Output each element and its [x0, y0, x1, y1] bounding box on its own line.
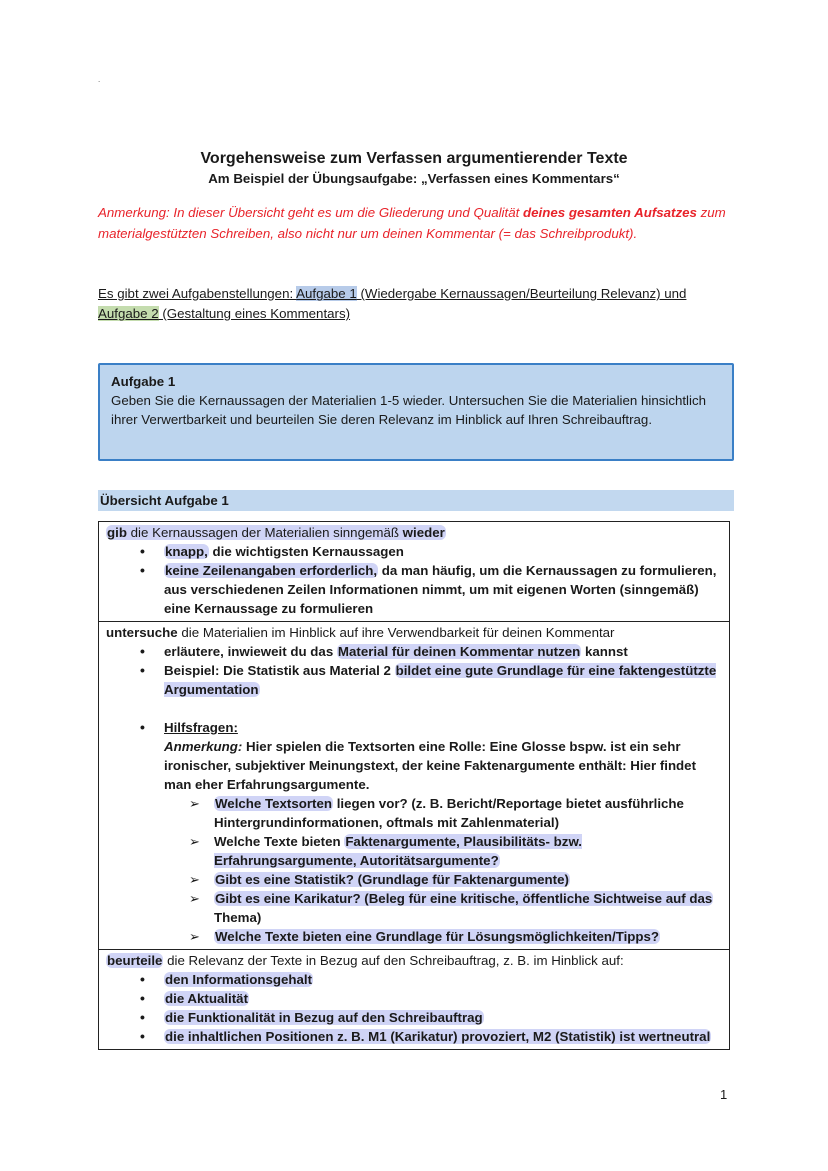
row3-item-4: die inhaltlichen Positionen z. B. M1 (Karikatur) provoziert, M2 (Statistik) ist wertneutral [165, 1029, 711, 1044]
row1-b2-rest: da man häufig, um die Kernaussagen zu formulieren, aus verschiedenen Zeilen Informationen nimmt, um mit eigenen Worten (sinngemäß) eine Kernaussage zu formulieren [164, 563, 717, 616]
row2-b1-post: kannst [581, 644, 628, 659]
document-title: Vorgehensweise zum Verfassen argumentierender Texte [200, 150, 628, 167]
row1-heading [106, 523, 721, 542]
row1-list [106, 542, 721, 618]
row2-list [106, 642, 721, 946]
row3-item-3: die Funktionalität in Bezug auf den Schreibauftrag [165, 1010, 483, 1025]
row2-b2-mark: bildet eine gute Grundlage für eine faktengestützte Argumentation [164, 663, 717, 697]
row2-hilfsfragen: • Hilfsfragen: [164, 720, 238, 735]
row1-b1-mark: knapp, [165, 544, 208, 559]
row2-heading-rest: die Materialien im Hinblick auf ihre Verwendbarkeit für deinen Kommentar [177, 625, 615, 640]
list-item [164, 561, 721, 618]
note-paragraph [98, 202, 738, 244]
list-item [164, 718, 721, 946]
list-item [164, 661, 721, 718]
task-box [98, 363, 734, 461]
row2-b2-pre: Beispiel: Die Statistik aus Material 2 [164, 663, 395, 678]
row2-q1-rest: liegen vor? (z. B. Bericht/Reportage bietet ausführliche Hintergrundinformationen, oftmals mit Zahlenmaterial) [214, 796, 684, 830]
row1-b1-rest: die wichtigsten Kernaussagen [208, 544, 404, 559]
row3-heading [106, 951, 721, 970]
row2-anmerkung-label: Anmerkung: [164, 739, 243, 754]
list-item [164, 1008, 721, 1027]
table-cell-gib [99, 522, 730, 622]
section-heading: Übersicht Aufgabe 1 [98, 490, 734, 511]
row2-b1-mark: Material für deinen Kommentar nutzen [337, 644, 581, 659]
list-item [214, 832, 721, 870]
task-heading: Aufgabe 1 [111, 374, 176, 389]
row2-heading-bold: untersuche [106, 625, 178, 640]
table-row [99, 622, 730, 950]
row2-anmerkung [164, 737, 721, 794]
row3-heading-rest: die Relevanz der Texte in Bezug auf den Schreibauftrag, z. B. im Hinblick auf: [163, 953, 624, 968]
table-row [99, 522, 730, 622]
intro-text-3: (Gestaltung eines Kommentars) [158, 306, 351, 321]
row3-list [106, 970, 721, 1046]
list-item [214, 794, 721, 832]
overview-table [98, 521, 730, 1050]
row2-heading [106, 623, 721, 642]
row2-q3-mark: Gibt es eine Statistik? (Grundlage für Faktenargumente) [215, 872, 569, 887]
note-bold: deines gesamten Aufsatzes [523, 205, 697, 220]
row3-item-1: den Informationsgehalt [165, 972, 313, 987]
row2-q5-mark: Welche Texte bieten eine Grundlage für Lösungsmöglichkeiten/Tipps? [215, 929, 660, 944]
row3-heading-bold: beurteile [107, 953, 163, 968]
row2-b1-pre: erläutere, inwieweit du das [164, 644, 337, 659]
intro-paragraph [98, 284, 738, 324]
note-text-2: zum materialgestützten Schreiben, also nicht nur um deinen Kommentar (= das Schreibprodukt). [98, 205, 726, 241]
list-item [214, 927, 721, 946]
list-item [164, 989, 721, 1008]
row2-q2-mark: Faktenargumente, Plausibilitäts- bzw. Erfahrungsargumente, Autoritätsargumente? [214, 834, 582, 868]
row3-item-2: die Aktualität [165, 991, 248, 1006]
document-subtitle: Am Beispiel der Übungsaufgabe: „Verfassen eines Kommentars“ [208, 171, 620, 186]
intro-text-1: Es gibt zwei Aufgabenstellungen: [98, 286, 297, 301]
intro-text-2: (Wiedergabe Kernaussagen/Beurteilung Relevanz) und [356, 286, 687, 301]
page-number: 1 [720, 1087, 728, 1102]
list-item [164, 642, 721, 661]
list-item [164, 970, 721, 989]
row2-q1-mark: Welche Textsorten [215, 796, 332, 811]
row2-q4-mark: Gibt es eine Karikatur? (Beleg für eine kritische, öffentliche Sichtweise auf das [215, 891, 713, 906]
row2-questions [164, 794, 721, 946]
row1-wieder: wieder [402, 525, 445, 540]
list-item [214, 870, 721, 889]
table-cell-untersuche [99, 622, 730, 950]
row1-heading-mid: die Kernaussagen der Materialien sinngemäß [126, 525, 403, 540]
page-dot: . [98, 75, 101, 84]
row2-anmerkung-text: Hier spielen die Textsorten eine Rolle: Eine Glosse bspw. ist ein sehr ironischer, subjektiver Meinungstext, der keine Faktenargumente enthält: Hier findet man eher Erfahrungsargumente. [164, 739, 697, 792]
list-item [164, 1027, 721, 1046]
row1-gib: gib [107, 525, 127, 540]
task-text: Geben Sie die Kernaussagen der Materialien 1-5 wieder. Untersuchen Sie die Materialien hinsichtlich ihrer Verwertbarkeit und beurteilen Sie deren Relevanz im Hinblick auf Ihren Schreibauftrag. [111, 393, 707, 427]
table-cell-beurteile [99, 950, 730, 1050]
intro-aufgabe-1: Aufgabe 1 [296, 286, 357, 301]
intro-aufgabe-2: Aufgabe 2 [98, 306, 159, 321]
list-item [164, 542, 721, 561]
row2-q4-rest: Thema) [214, 910, 262, 925]
table-row [99, 950, 730, 1050]
list-item [214, 889, 721, 927]
row2-q2-pre: Welche Texte bieten [214, 834, 345, 849]
row1-b2-mark: keine Zeilenangaben erforderlich, [165, 563, 378, 578]
note-text-1: Anmerkung: In dieser Übersicht geht es um die Gliederung und Qualität [98, 205, 523, 220]
